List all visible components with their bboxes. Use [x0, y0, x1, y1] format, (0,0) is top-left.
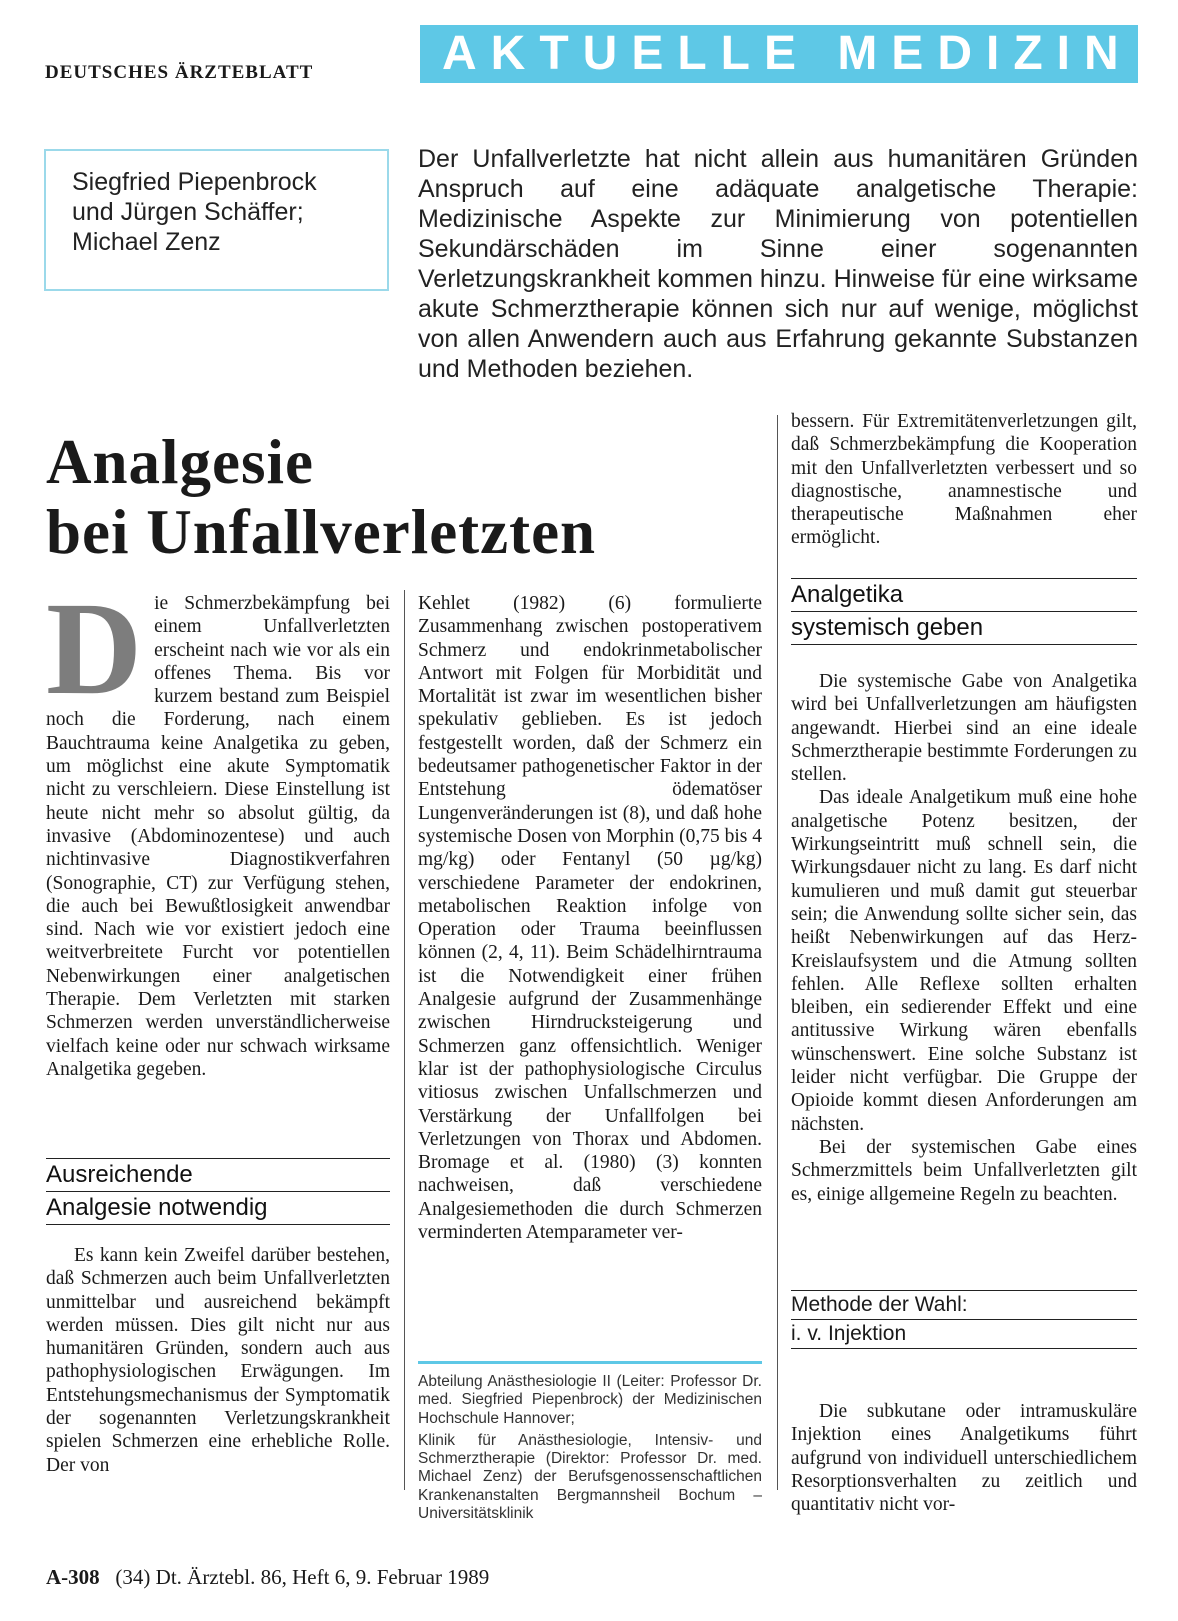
affiliation-footnotes: [418, 1373, 762, 1527]
author-line: und Jürgen Schäffer;: [72, 198, 304, 226]
body-paragraph: bessern. Für Extremitätenverletzungen gilt, daß Schmerzbekämpfung die Kooperation mit den Unfallverletzten verbessert und so diagnostische, anamnestische und therapeutische Maßnahmen eher ermöglicht.: [791, 411, 1137, 549]
column-1-continued: [46, 1244, 390, 1477]
subheading-line: systemisch geben: [791, 612, 1137, 645]
author-line: Siegfried Piepenbrock: [72, 168, 317, 196]
body-paragraph: Kehlet (1982) (6) formulierte Zusammenhang zwischen postoperativem Schmerz und endokrinmetabolischer Antwort mit Folgen für Morbidität und Mortalität ist zwar im wesentlichen bisher spekulativ geblieben. Es ist jedoch festgestellt worden, daß der Schmerz ein bedeutsamer pathogenetischer Faktor in der Entstehung ödematöser Lungenveränderungen ist (8), und daß hohe systemische Dosen von Morphin (0,75 bis 4 mg/kg) oder Fentanyl (50 µg/kg) verschiedene Parameter der endokrinen, metabolischen Reaktion infolge von Operation oder Trauma beeinflussen können (2, 4, 11). Beim Schädelhirntrauma ist die Notwendigkeit einer frühen Analgesie aufgrund der Zusammenhänge zwischen Hirndrucksteigerung und Schmerzen ganz offensichtlich. Weniger klar ist der pathophysiologische Circulus vitiosus zwischen Unfallschmerzen und Verstärkung der Unfallfolgen bei Verletzungen von Thorax und Abdomen. Bromage et al. (1980) (3) konnten nachweisen, daß verschiedene Analgesiemethoden die durch Schmerzen verminderten Atemparameter ver-: [418, 593, 762, 1244]
body-paragraph: Das ideale Analgetikum muß eine hohe analgetische Potenz besitzen, der Wirkungseintritt muß schnell sein, die Wirkungsdauer nicht zu lang. Es darf nicht kumulieren und muß damit gut steuerbar sein; die Anwendung sollte sicher sein, das heißt Nebenwirkungen auf das Herz-Kreislaufsystem und die Atmung sollten fehlen. Alle Reflexe sollten erhalten bleiben, ein sedierender Effekt und eine antitussive Wirkung wären ebenfalls wünschenswert. Eine solche Substanz ist leider nicht verfügbar. Die Gruppe der Opioide kommt diesen Anforderungen am nächsten.: [791, 787, 1137, 1135]
body-paragraph: Die subkutane oder intramuskuläre Injektion eines Analgetikums führt aufgrund von individuell unterschiedlichem Resorptionsverhalten zu zeitlich und quantitativ nicht vor-: [791, 1401, 1137, 1516]
affiliation-note: Abteilung Anästhesiologie II (Leiter: Professor Dr. med. Siegfried Piepenbrock) der Medizinischen Hochschule Hannover;: [418, 1373, 762, 1427]
subheading-line: Analgesie notwendig: [46, 1192, 390, 1225]
column-3: [791, 670, 1137, 1206]
column-3-top: [791, 410, 1137, 550]
body-paragraph: ie Schmerzbekämpfung bei einem Unfallverletzten erscheint nach wie vor als ein offenes Thema. Bis vor kurzem bestand zum Beispiel noch die Forderung, nach einem Bauchtrauma keine Analgetika zu geben, um möglichst eine akute Symptomatik nicht zu verschleiern. Diese Einstellung ist heute nicht mehr so absolut gültig, da invasive (Abdominozentese) und auch nichtinvasive Diagnostikverfahren (Sonographie, CT) zur Verfügung stehen, die auch bei Bewußtlosigkeit anwendbar sind. Nach wie vor existiert jedoch eine weitverbreitete Furcht vor potentiellen Nebenwirkungen einer analgetischen Therapie. Dem Verletzten mit starken Schmerzen werden unverständlicherweise vielfach keine oder nur schwach wirksame Analgetika gegeben.: [46, 593, 390, 1080]
subheading-line: Analgetika: [791, 578, 1137, 612]
body-paragraph: Bei der systemischen Gabe eines Schmerzmittels beim Unfallverletzten gilt es, einige allgemeine Regeln zu beachten.: [791, 1136, 1137, 1205]
author-box: [44, 149, 389, 291]
subheading-line: Ausreichende: [46, 1158, 390, 1192]
title-line: bei Unfallverletzten: [46, 497, 597, 567]
column-2: [418, 592, 762, 1244]
column-3-continued: [791, 1400, 1137, 1516]
lead-paragraph: Der Unfallverletzte hat nicht allein aus humanitären Gründen Anspruch auf eine adäquate analgetische Therapie: Medizinische Aspekte zur Minimierung von potentiellen Sekundärschäden im Sinne einer sogenannten Verletzungskrankheit kommen hinzu. Hinweise für eine wirksame akute Schmerztherapie können sich nur auf wenige, möglichst von allen Anwendern auch aus Erfahrung gekannte Substanzen und Methoden beziehen.: [418, 145, 1138, 383]
citation: (34) Dt. Ärztebl. 86, Heft 6, 9. Februar 1989: [115, 1565, 490, 1589]
section-banner: AKTUELLE MEDIZIN: [420, 25, 1138, 83]
title-line: Analgesie: [46, 427, 314, 497]
body-paragraph: Es kann kein Zweifel darüber bestehen, daß Schmerzen auch beim Unfallverletzten unmittelbar und ausreichend bekämpft werden müssen. Dies gilt nicht nur aus humanitären Gründen, sondern auch aus pathophysiologischen Erwägungen. Im Entstehungsmechanismus der Symptomatik der sogenannten Verletzungskrankheit spielen Schmerzen eine erhebliche Rolle. Der von: [46, 1245, 390, 1476]
page-number: A-308: [46, 1565, 100, 1589]
column-divider: [404, 590, 405, 1490]
subheading-ausreichende-analgesie: [46, 1158, 390, 1225]
affiliation-note: Klinik für Anästhesiologie, Intensiv- und Schmerztherapie (Direktor: Professor Dr. med. Michael Zenz) der Berufsgenossenschaftlichen Krankenanstalten Bergmannsheil Bochum – Universitätsklinik: [418, 1431, 762, 1523]
subheading-methode: [791, 1290, 1137, 1349]
article-title: [46, 427, 596, 567]
subheading-line: i. v. Injektion: [791, 1320, 1137, 1349]
drop-cap: D: [46, 574, 143, 722]
footnote-rule: [418, 1361, 762, 1364]
subheading-analgetika: [791, 578, 1137, 645]
page-footer: [46, 1565, 489, 1590]
body-paragraph: Die systemische Gabe von Analgetika wird bei Unfallverletzungen am häufigsten angewandt. Hierbei sind an eine ideale Schmerztherapie bestimmte Forderungen zu stellen.: [791, 671, 1137, 786]
author-line: Michael Zenz: [72, 228, 221, 256]
column-divider: [777, 415, 778, 1490]
subheading-line: Methode der Wahl:: [791, 1290, 1137, 1320]
column-1: [46, 574, 390, 1081]
journal-name: DEUTSCHES ÄRZTEBLATT: [45, 62, 314, 83]
